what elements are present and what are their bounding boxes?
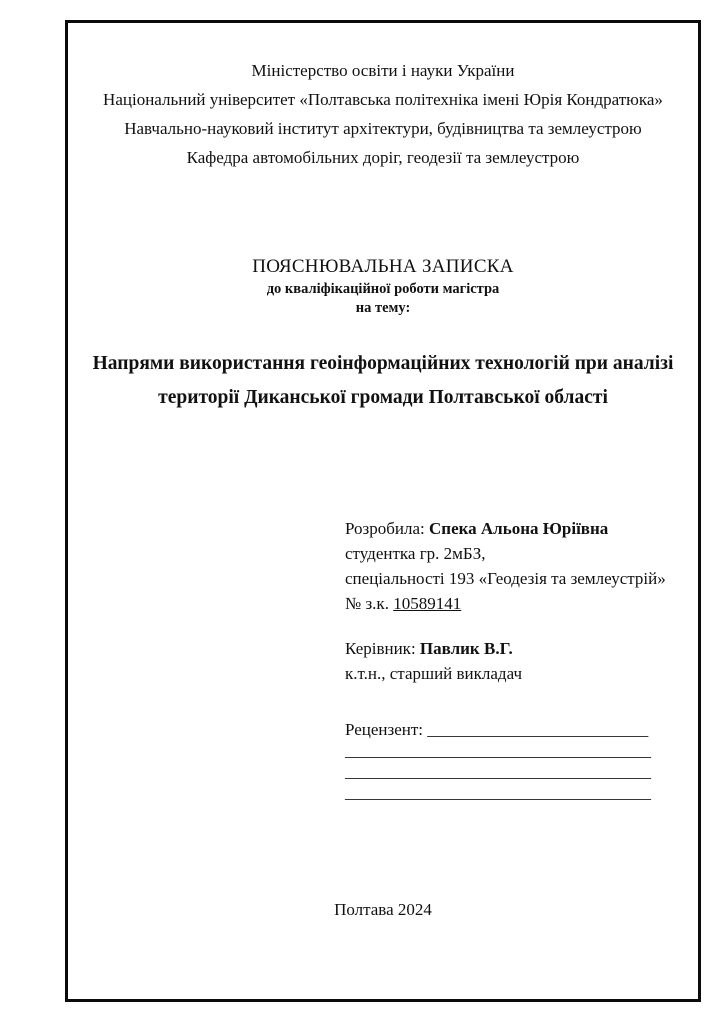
- document-type-section: [65, 254, 701, 318]
- supervisor-section: [345, 636, 522, 686]
- supervisor-label: Керівник:: [345, 639, 416, 658]
- thesis-topic-line: території Диканської громади Полтавської області: [158, 387, 608, 408]
- reviewer-label: Рецензент:: [345, 720, 424, 739]
- record-book-label: № з.к.: [345, 594, 389, 613]
- ministry-line: Міністерство освіти і науки України: [251, 61, 515, 80]
- city-year-line: Полтава 2024: [334, 900, 432, 919]
- institute-line: Навчально-науковий інститут архітектури, будівництва та землеустрою: [124, 119, 642, 138]
- document-type-subtitle: до кваліфікаційної роботи магістра: [266, 281, 500, 297]
- supervisor-name: Павлик В.Г.: [419, 639, 513, 658]
- supervisor-degree-line: к.т.н., старший викладач: [345, 664, 522, 683]
- thesis-topic-line: Напрями використання геоінформаційних технологій при аналізі: [92, 353, 674, 374]
- reviewer-blank-line: ____________________________________: [345, 741, 651, 760]
- topic-prefix: на тему:: [355, 300, 411, 316]
- organization-header: [65, 56, 701, 172]
- author-specialty-line: спеціальності 193 «Геодезія та землеустрій»: [345, 569, 666, 588]
- department-line: Кафедра автомобільних доріг, геодезії та землеустрою: [186, 148, 580, 167]
- record-book-number: 10589141: [393, 594, 462, 613]
- thesis-topic: [65, 347, 701, 415]
- reviewer-label-line: [345, 719, 651, 740]
- reviewer-blank-line: ____________________________________: [345, 783, 651, 802]
- document-type-title: ПОЯСНЮВАЛЬНА ЗАПИСКА: [252, 256, 514, 277]
- author-section: [345, 516, 666, 616]
- university-line: Національний університет «Полтавська політехніка імені Юрія Кондратюка»: [103, 90, 663, 109]
- developed-by-label: Розробила:: [345, 519, 425, 538]
- author-group-line: студентка гр. 2мБЗ,: [345, 544, 486, 563]
- supervisor-name-line: [345, 636, 522, 661]
- reviewer-blank-short: __________________________: [427, 720, 649, 739]
- record-book-line: [345, 591, 666, 616]
- reviewer-section: [345, 719, 651, 803]
- author-name: Спека Альона Юріївна: [429, 519, 609, 538]
- author-name-line: [345, 516, 666, 541]
- reviewer-blank-line: ____________________________________: [345, 762, 651, 781]
